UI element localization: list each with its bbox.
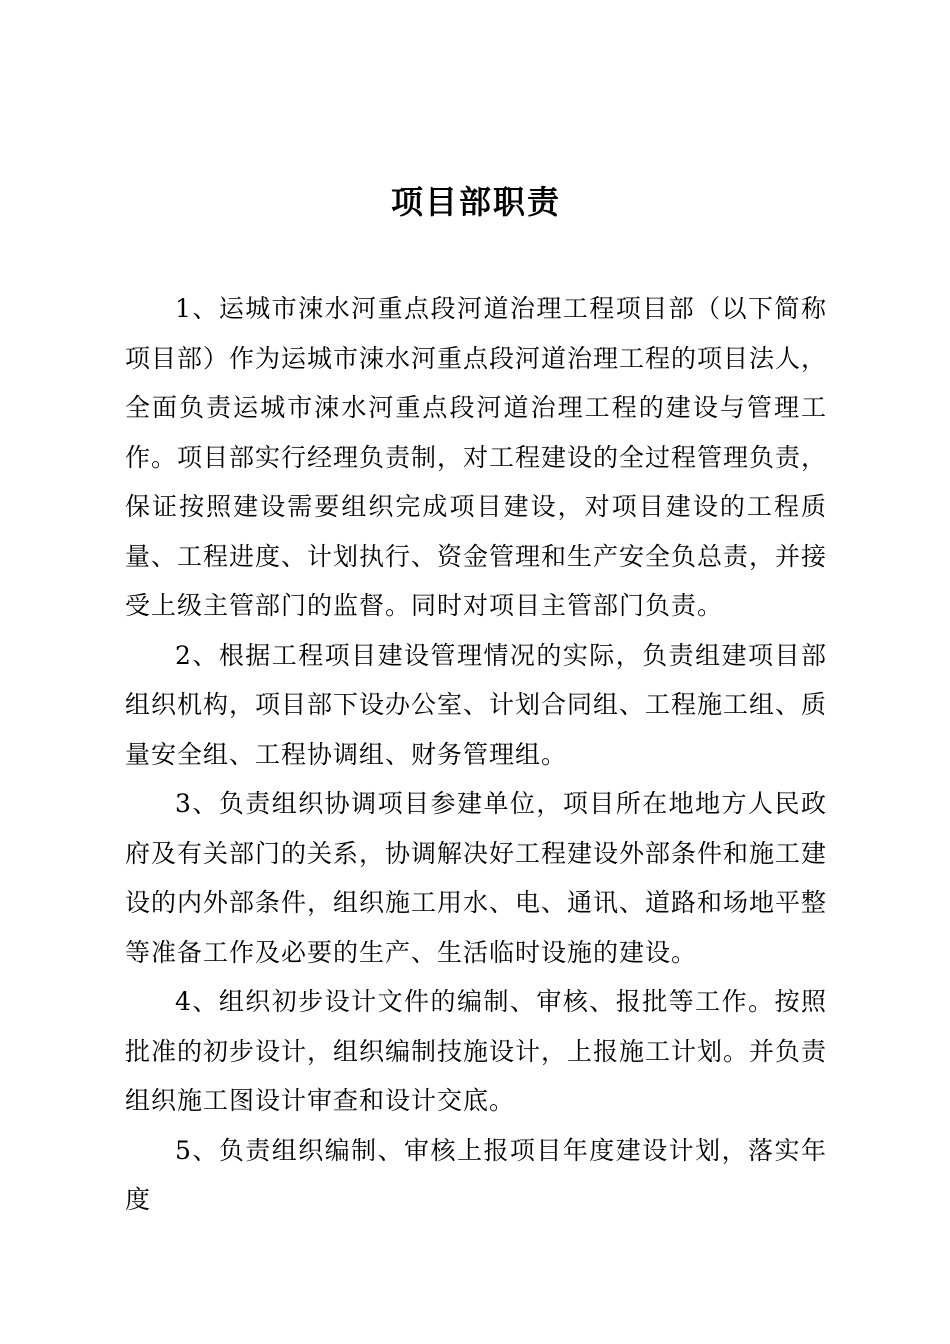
document-title: 项目部职责 <box>390 183 561 221</box>
document-page <box>125 150 827 1225</box>
paragraph-3: 3、负责组织协调项目参建单位，项目所在地地方人民政府及有关部门的关系，协调解决好工程建设外部条件和施工建设的内外部条件，组织施工用水、电、通讯、道路和场地平整等准备工作及必要的生产、生活临时设施的建设。 <box>125 789 828 967</box>
paragraph-4: 4、组织初步设计文件的编制、审核、报批等工作。按照批准的初步设计，组织编制技施设计，上报施工计划。并负责组织施工图设计审查和设计交底。 <box>125 987 828 1115</box>
paragraph-1: 1、运城市涑水河重点段河道治理工程项目部（以下简称项目部）作为运城市涑水河重点段河道治理工程的项目法人，全面负责运城市涑水河重点段河道治理工程的建设与管理工作。项目部实行经理负责制，对工程建设的全过程管理负责，保证按照建设需要组织完成项目建设，对项目建设的工程质量、工程进度、计划执行、资金管理和生产安全负总责，并接受上级主管部门的监督。同时对项目主管部门负责。 <box>125 294 828 620</box>
paragraph-2: 2、根据工程项目建设管理情况的实际，负责组建项目部组织机构，项目部下设办公室、计划合同组、工程施工组、质量安全组、工程协调组、财务管理组。 <box>125 640 828 769</box>
paragraph-5: 5、负责组织编制、审核上报项目年度建设计划，落实年度 <box>125 1135 827 1214</box>
